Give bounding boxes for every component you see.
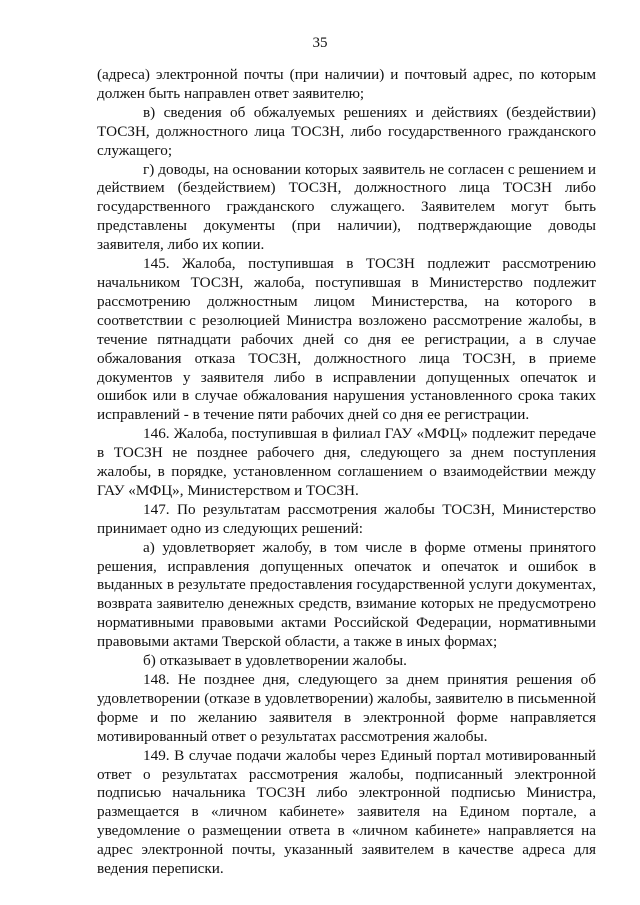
paragraph-146: 146. Жалоба, поступившая в филиал ГАУ «МФЦ» подлежит передаче в ТОСЗН не позднее рабочего дня, следующего за днем поступления жалобы, в порядке, установленном соглашением о взаимодействии между ГАУ «МФЦ», Министерством и ТОСЗН. bbox=[97, 425, 596, 499]
paragraph-148: 148. Не позднее дня, следующего за днем принятия решения об удовлетворении (отказе в удовлетворении) жалобы, заявителю в письменной форме и по желанию заявителя в электронной форме направляется мотивированный ответ о результатах рассмотрения жалобы. bbox=[97, 671, 596, 745]
paragraph-145: 145. Жалоба, поступившая в ТОСЗН подлежит рассмотрению начальником ТОСЗН, жалоба, поступившая в Министерство подлежит рассмотрению должностным лицом Министерства, на которого в соответствии с резолюцией Министра возложено рассмотрение жалобы, в течение пятнадцати рабочих дней со дня ее регистрации, а в случае обжалования отказа ТОСЗН, должностного лица ТОСЗН, в приеме документов у заявителя либо в исправлении допущенных опечаток и ошибок или в случае обжалования нарушения установленного срока таких исправлений - в течение пяти рабочих дней со дня ее регистрации. bbox=[97, 255, 596, 424]
page-number: 35 bbox=[312, 35, 328, 51]
document-body bbox=[97, 66, 596, 879]
paragraph-147-a: а) удовлетворяет жалобу, в том числе в форме отмены принятого решения, исправления допущенных опечаток и опечаток и ошибок в выданных в результате предоставления государственной услуги документах, возврата заявителю денежных средств, взимание которых не предусмотрено нормативными правовыми актами Российской Федерации, нормативными правовыми актами Тверской области, а также в иных формах; bbox=[97, 538, 596, 651]
paragraph-item-v: в) сведения об обжалуемых решениях и действиях (бездействии) ТОСЗН, должностного лица ТОСЗН, либо государственного гражданского служащего; bbox=[97, 103, 596, 159]
paragraph-147: 147. По результатам рассмотрения жалобы ТОСЗН, Министерство принимает одно из следующих решений: bbox=[97, 500, 596, 537]
paragraph-item-g: г) доводы, на основании которых заявитель не согласен с решением и действием (бездействием) ТОСЗН, должностного лица ТОСЗН либо государственного гражданского служащего. Заявителем могут быть представлены документы (при наличии), подтверждающие доводы заявителя, либо их копии. bbox=[97, 160, 596, 254]
paragraph-149: 149. В случае подачи жалобы через Единый портал мотивированный ответ о результатах рассмотрения жалобы, подписанный электронной подписью начальника ТОСЗН либо электронной подписью Министра, размещается в «личном кабинете» заявителя на Едином портале, а уведомление о размещении ответа в «личном кабинете» направляется на адрес электронной почты, указанный заявителем в качестве адреса для ведения переписки. bbox=[97, 746, 596, 878]
paragraph-address-continuation: (адреса) электронной почты (при наличии) и почтовый адрес, по которым должен быть направлен ответ заявителю; bbox=[97, 66, 596, 102]
paragraph-147-b: б) отказывает в удовлетворении жалобы. bbox=[143, 652, 407, 670]
